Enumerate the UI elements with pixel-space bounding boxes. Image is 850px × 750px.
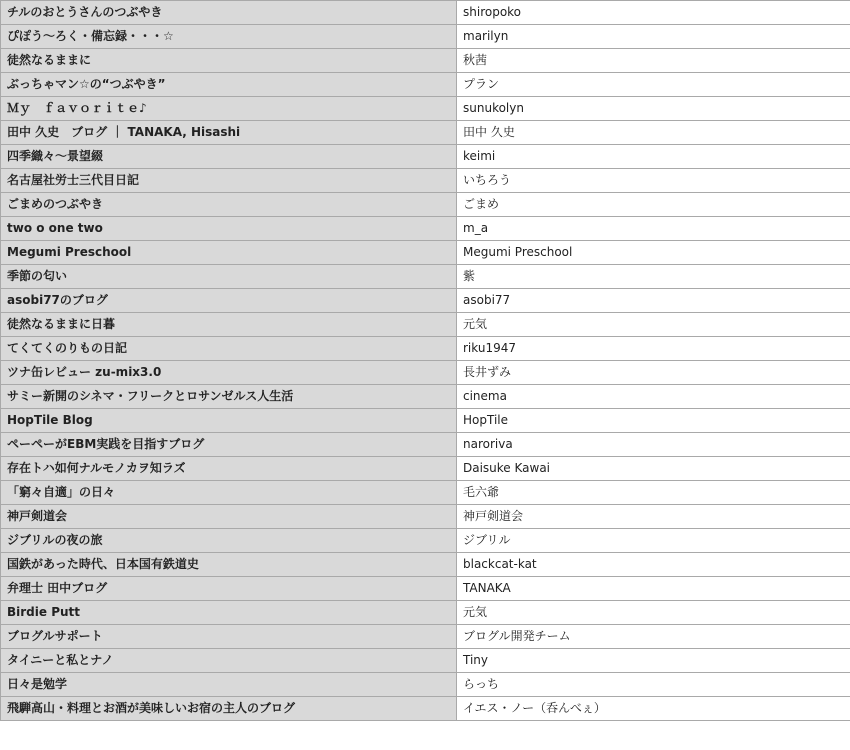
blog-title-link[interactable]: Ｍｙ ｆａｖｏｒｉｔｅ♪ xyxy=(7,101,147,115)
blog-title-link[interactable]: 徒然なるままに日暮 xyxy=(7,317,116,331)
blog-author-cell xyxy=(457,97,850,121)
blog-author-name: TANAKA xyxy=(463,581,511,595)
blog-author-name: らっち xyxy=(463,677,500,691)
blog-title-link[interactable]: Megumi Preschool xyxy=(7,245,132,259)
blog-author-name: riku1947 xyxy=(463,341,516,355)
blog-author-cell xyxy=(457,577,850,601)
table-row xyxy=(1,697,850,721)
blog-title-cell xyxy=(1,625,457,649)
table-row xyxy=(1,553,850,577)
blog-author-cell xyxy=(457,49,850,73)
table-row xyxy=(1,265,850,289)
blog-author-cell xyxy=(457,73,850,97)
blog-author-cell xyxy=(457,25,850,49)
blog-author-cell xyxy=(457,265,850,289)
table-row xyxy=(1,577,850,601)
blog-title-link[interactable]: サミー新開のシネマ・フリークとロサンゼルス人生活 xyxy=(7,389,294,403)
table-row xyxy=(1,289,850,313)
blog-author-cell xyxy=(457,601,850,625)
blog-title-cell xyxy=(1,433,457,457)
blog-author-name: ジブリル xyxy=(463,533,511,547)
blog-author-cell xyxy=(457,433,850,457)
blog-title-link[interactable]: ごまめのつぶやき xyxy=(7,197,104,211)
blog-author-cell xyxy=(457,217,850,241)
blog-title-cell xyxy=(1,457,457,481)
blog-author-name: 毛六爺 xyxy=(463,485,500,499)
table-row xyxy=(1,25,850,49)
table-row xyxy=(1,241,850,265)
table-row xyxy=(1,385,850,409)
blog-title-link[interactable]: two o one two xyxy=(7,221,103,235)
blog-list-body xyxy=(1,1,850,721)
blog-author-cell xyxy=(457,649,850,673)
blog-author-cell xyxy=(457,409,850,433)
blog-author-cell xyxy=(457,313,850,337)
blog-author-name: Megumi Preschool xyxy=(463,245,573,259)
blog-author-cell xyxy=(457,193,850,217)
blog-author-name: 元気 xyxy=(463,605,488,619)
table-row xyxy=(1,361,850,385)
blog-title-link[interactable]: 田中 久史 ブログ ｜ TANAKA, Hisashi xyxy=(7,125,241,139)
blog-title-link[interactable]: 「窮々自適」の日々 xyxy=(7,485,116,499)
table-row xyxy=(1,601,850,625)
blog-title-cell xyxy=(1,673,457,697)
blog-title-link[interactable]: ペーペーがEBM実践を目指すブログ xyxy=(7,437,205,451)
blog-title-cell xyxy=(1,385,457,409)
blog-title-link[interactable]: ブログルサポート xyxy=(7,629,103,643)
table-row xyxy=(1,145,850,169)
blog-title-cell xyxy=(1,49,457,73)
blog-title-cell xyxy=(1,505,457,529)
blog-author-name: HopTile xyxy=(463,413,508,427)
blog-title-cell xyxy=(1,121,457,145)
table-row xyxy=(1,313,850,337)
blog-title-link[interactable]: ツナ缶レビュー zu-mix3.0 xyxy=(7,365,162,379)
blog-author-cell xyxy=(457,697,850,721)
blog-author-cell xyxy=(457,625,850,649)
blog-title-cell xyxy=(1,241,457,265)
blog-author-name: いちろう xyxy=(463,173,512,187)
blog-author-cell xyxy=(457,121,850,145)
blog-title-cell xyxy=(1,289,457,313)
blog-title-cell xyxy=(1,481,457,505)
blog-author-name: プラン xyxy=(463,77,500,91)
blog-author-name: 紫 xyxy=(463,269,476,283)
blog-author-cell xyxy=(457,1,850,25)
blog-title-link[interactable]: チルのおとうさんのつぶやき xyxy=(7,5,163,19)
blog-title-link[interactable]: 存在トハ如何ナルモノカヲ知ラズ xyxy=(7,461,186,475)
blog-title-link[interactable]: 徒然なるままに xyxy=(7,53,92,67)
blog-title-cell xyxy=(1,409,457,433)
blog-author-name: 元気 xyxy=(463,317,488,331)
blog-author-name: marilyn xyxy=(463,29,509,43)
blog-title-link[interactable]: 季節の匂い xyxy=(7,269,68,283)
blog-title-cell xyxy=(1,217,457,241)
blog-author-cell xyxy=(457,673,850,697)
blog-author-cell xyxy=(457,241,850,265)
blog-author-name: shiropoko xyxy=(463,5,522,19)
blog-author-name: keimi xyxy=(463,149,496,163)
blog-author-cell xyxy=(457,169,850,193)
blog-title-cell xyxy=(1,361,457,385)
blog-title-link[interactable]: 弁理士 田中ブログ xyxy=(7,581,108,595)
blog-author-name: 神戸剣道会 xyxy=(463,509,524,523)
blog-author-cell xyxy=(457,337,850,361)
blog-title-cell xyxy=(1,313,457,337)
blog-author-cell xyxy=(457,505,850,529)
table-row xyxy=(1,217,850,241)
blog-title-link[interactable]: タイニーと私とナノ xyxy=(7,653,114,667)
blog-title-cell xyxy=(1,697,457,721)
blog-title-cell xyxy=(1,169,457,193)
blog-author-name: asobi77 xyxy=(463,293,511,307)
blog-title-cell xyxy=(1,265,457,289)
table-row xyxy=(1,505,850,529)
blog-title-link[interactable]: asobi77のブログ xyxy=(7,293,108,307)
blog-title-cell xyxy=(1,25,457,49)
table-row xyxy=(1,193,850,217)
blog-title-cell xyxy=(1,193,457,217)
table-row xyxy=(1,121,850,145)
table-row xyxy=(1,529,850,553)
blog-title-cell xyxy=(1,337,457,361)
blog-title-link[interactable]: てくてくのりもの日記 xyxy=(7,341,128,355)
blog-author-cell xyxy=(457,457,850,481)
blog-author-name: Tiny xyxy=(463,653,489,667)
blog-title-link[interactable]: 四季織々〜景望綴 xyxy=(7,149,104,163)
blog-author-name: sunukolyn xyxy=(463,101,524,115)
table-row xyxy=(1,649,850,673)
blog-author-cell xyxy=(457,385,850,409)
table-row xyxy=(1,625,850,649)
blog-author-name: イエス・ノー（呑んべぇ） xyxy=(463,701,606,715)
table-row xyxy=(1,337,850,361)
table-row xyxy=(1,433,850,457)
blog-author-cell xyxy=(457,529,850,553)
blog-title-link[interactable]: ぴぽう〜ろく・備忘録・・・☆ xyxy=(7,29,174,43)
blog-author-name: Daisuke Kawai xyxy=(463,461,551,475)
blog-title-cell xyxy=(1,145,457,169)
blog-title-link[interactable]: 神戸剣道会 xyxy=(7,509,68,523)
table-row xyxy=(1,169,850,193)
blog-title-link[interactable]: 日々是勉学 xyxy=(7,677,68,691)
blog-author-name: 秋茜 xyxy=(463,53,488,67)
blog-title-cell xyxy=(1,97,457,121)
blog-title-link[interactable]: HopTile Blog xyxy=(7,413,93,427)
blog-title-link[interactable]: 飛騨高山・料理とお酒が美味しいお宿の主人のブログ xyxy=(7,701,296,715)
blog-author-name: 長井ずみ xyxy=(463,365,512,379)
blog-title-cell xyxy=(1,73,457,97)
blog-title-link[interactable]: ぶっちゃマン☆の“つぶやき” xyxy=(7,77,166,91)
table-row xyxy=(1,73,850,97)
blog-author-name: blackcat-kat xyxy=(463,557,537,571)
table-row xyxy=(1,1,850,25)
blog-author-cell xyxy=(457,361,850,385)
blog-title-link[interactable]: ジブリルの夜の旅 xyxy=(7,533,103,547)
table-row xyxy=(1,457,850,481)
blog-title-link[interactable]: Birdie Putt xyxy=(7,605,81,619)
blog-author-cell xyxy=(457,145,850,169)
table-row xyxy=(1,49,850,73)
blog-title-cell xyxy=(1,601,457,625)
blog-author-cell xyxy=(457,289,850,313)
blog-title-cell xyxy=(1,529,457,553)
table-row xyxy=(1,97,850,121)
blog-author-name: 田中 久史 xyxy=(463,125,515,139)
blog-title-cell xyxy=(1,577,457,601)
blog-author-name: ブログル開発チーム xyxy=(463,629,571,643)
table-row xyxy=(1,673,850,697)
blog-author-cell xyxy=(457,481,850,505)
blog-author-name: cinema xyxy=(463,389,507,403)
blog-author-name: naroriva xyxy=(463,437,513,451)
blog-author-name: ごまめ xyxy=(463,197,500,211)
blog-title-cell xyxy=(1,553,457,577)
blog-author-cell xyxy=(457,553,850,577)
blog-title-link[interactable]: 国鉄があった時代、日本国有鉄道史 xyxy=(7,557,199,571)
blog-title-cell xyxy=(1,649,457,673)
blog-title-link[interactable]: 名古屋社労士三代目日記 xyxy=(7,173,140,187)
blog-title-cell xyxy=(1,1,457,25)
table-row xyxy=(1,481,850,505)
blog-author-name: m_a xyxy=(463,221,489,235)
table-row xyxy=(1,409,850,433)
